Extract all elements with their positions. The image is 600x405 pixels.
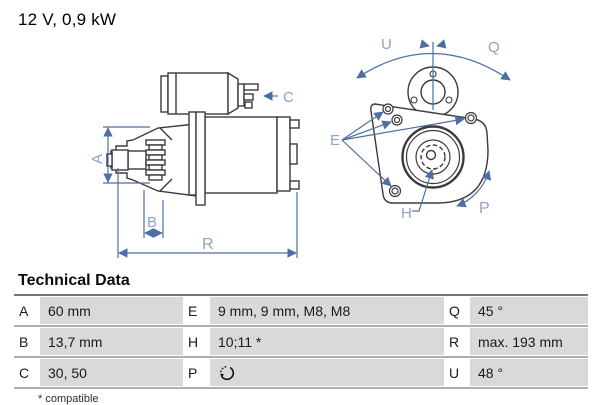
technical-data-section [0, 272, 600, 405]
dimension-u-label: U [381, 36, 392, 53]
table-row [14, 328, 588, 355]
technical-data-heading: Technical Data [18, 272, 130, 289]
dimension-a-label: A [89, 153, 106, 164]
param-key: B [14, 328, 40, 355]
motor-body [205, 117, 299, 193]
front-view [371, 67, 488, 203]
row-divider [14, 325, 588, 327]
row-divider [14, 356, 588, 358]
param-value: 9 mm, 9 mm, M8, M8 [210, 297, 444, 324]
dimension-h-label: H [401, 205, 412, 222]
side-view [107, 73, 299, 205]
dimension-p-label: P [479, 200, 490, 217]
param-key: C [14, 359, 40, 386]
dimension-q-label: Q [488, 39, 500, 56]
dimension-c [264, 89, 294, 106]
param-value: 10;11 * [210, 328, 444, 355]
param-key: E [183, 297, 210, 324]
param-value: 60 mm [40, 297, 183, 324]
param-value: 13,7 mm [40, 328, 183, 355]
param-key: H [183, 328, 210, 355]
dimension-u-q [357, 36, 510, 110]
param-value: max. 193 mm [470, 328, 588, 355]
page-title: 12 V, 0,9 kW [18, 10, 117, 29]
param-value: 48 ° [470, 359, 588, 386]
param-value-icon [210, 359, 444, 386]
compatible-footnote: * compatible [38, 393, 99, 405]
param-value: 30, 50 [40, 359, 183, 386]
param-key: Q [444, 297, 470, 324]
param-key: R [444, 328, 470, 355]
table-row [14, 297, 588, 324]
table-row [14, 359, 588, 386]
row-divider [14, 387, 588, 389]
dimension-c-label: C [283, 89, 294, 106]
dimension-r-label: R [202, 236, 214, 253]
dimension-e-label: E [330, 132, 341, 149]
technical-data-table [14, 294, 588, 389]
param-key: P [183, 359, 210, 386]
dimension-b-label: B [147, 214, 158, 231]
dimension-b [144, 190, 163, 238]
param-key: U [444, 359, 470, 386]
center-bearing [403, 127, 464, 188]
param-value: 45 ° [470, 297, 588, 324]
pinion-gear [146, 140, 165, 180]
rotation-counterclockwise-icon [218, 364, 236, 382]
solenoid [161, 73, 258, 114]
param-key: A [14, 297, 40, 324]
